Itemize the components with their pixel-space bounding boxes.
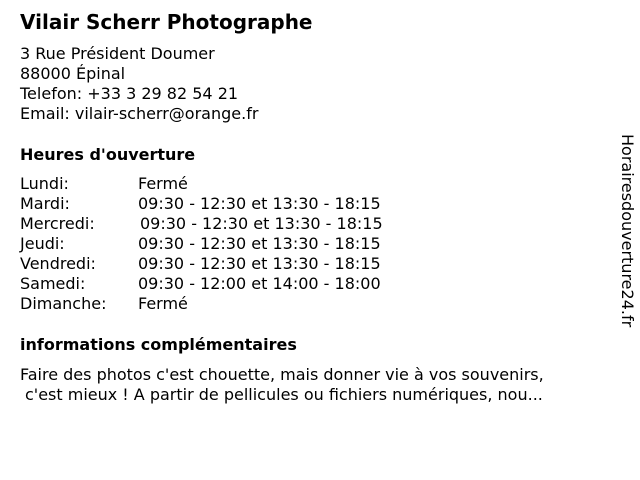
- info-heading: informations complémentaires: [20, 335, 297, 354]
- description-line: c'est mieux ! A partir de pellicules ou fichiers numériques, nou...: [25, 385, 543, 404]
- email-label: Email:: [20, 104, 70, 123]
- day-label: Dimanche:: [20, 294, 107, 313]
- day-hours: Fermé: [138, 294, 188, 313]
- business-name: Vilair Scherr Photographe: [20, 10, 313, 34]
- site-watermark: Horairesdouverture24.fr: [618, 134, 637, 328]
- day-label: Mardi:: [20, 194, 70, 213]
- phone-number[interactable]: +33 3 29 82 54 21: [87, 84, 239, 103]
- day-label: Jeudi:: [20, 234, 65, 253]
- day-label: Samedi:: [20, 274, 86, 293]
- contact-block: [20, 44, 258, 124]
- day-label: Vendredi:: [20, 254, 96, 273]
- address-line-street: 3 Rue Président Doumer: [20, 44, 215, 63]
- email-address[interactable]: vilair-scherr@orange.fr: [74, 104, 259, 123]
- phone-label: Telefon:: [20, 84, 83, 103]
- address-line-city: 88000 Épinal: [20, 64, 126, 83]
- description-text: [20, 365, 620, 405]
- description-line: Faire des photos c'est chouette, mais donner vie à vos souvenirs,: [20, 365, 544, 384]
- day-hours: 09:30 - 12:30 et 13:30 - 18:15: [138, 254, 381, 273]
- email-line: [20, 104, 258, 124]
- day-hours: Fermé: [138, 174, 188, 193]
- hours-heading: Heures d'ouverture: [20, 145, 196, 164]
- day-hours: 09:30 - 12:30 et 13:30 - 18:15: [140, 214, 383, 233]
- day-hours: 09:30 - 12:30 et 13:30 - 18:15: [138, 234, 381, 253]
- day-hours: 09:30 - 12:00 et 14:00 - 18:00: [138, 274, 381, 293]
- phone-line: [20, 84, 258, 104]
- day-label: Lundi:: [20, 174, 69, 193]
- day-hours: 09:30 - 12:30 et 13:30 - 18:15: [138, 194, 381, 213]
- day-label: Mercredi:: [20, 214, 95, 233]
